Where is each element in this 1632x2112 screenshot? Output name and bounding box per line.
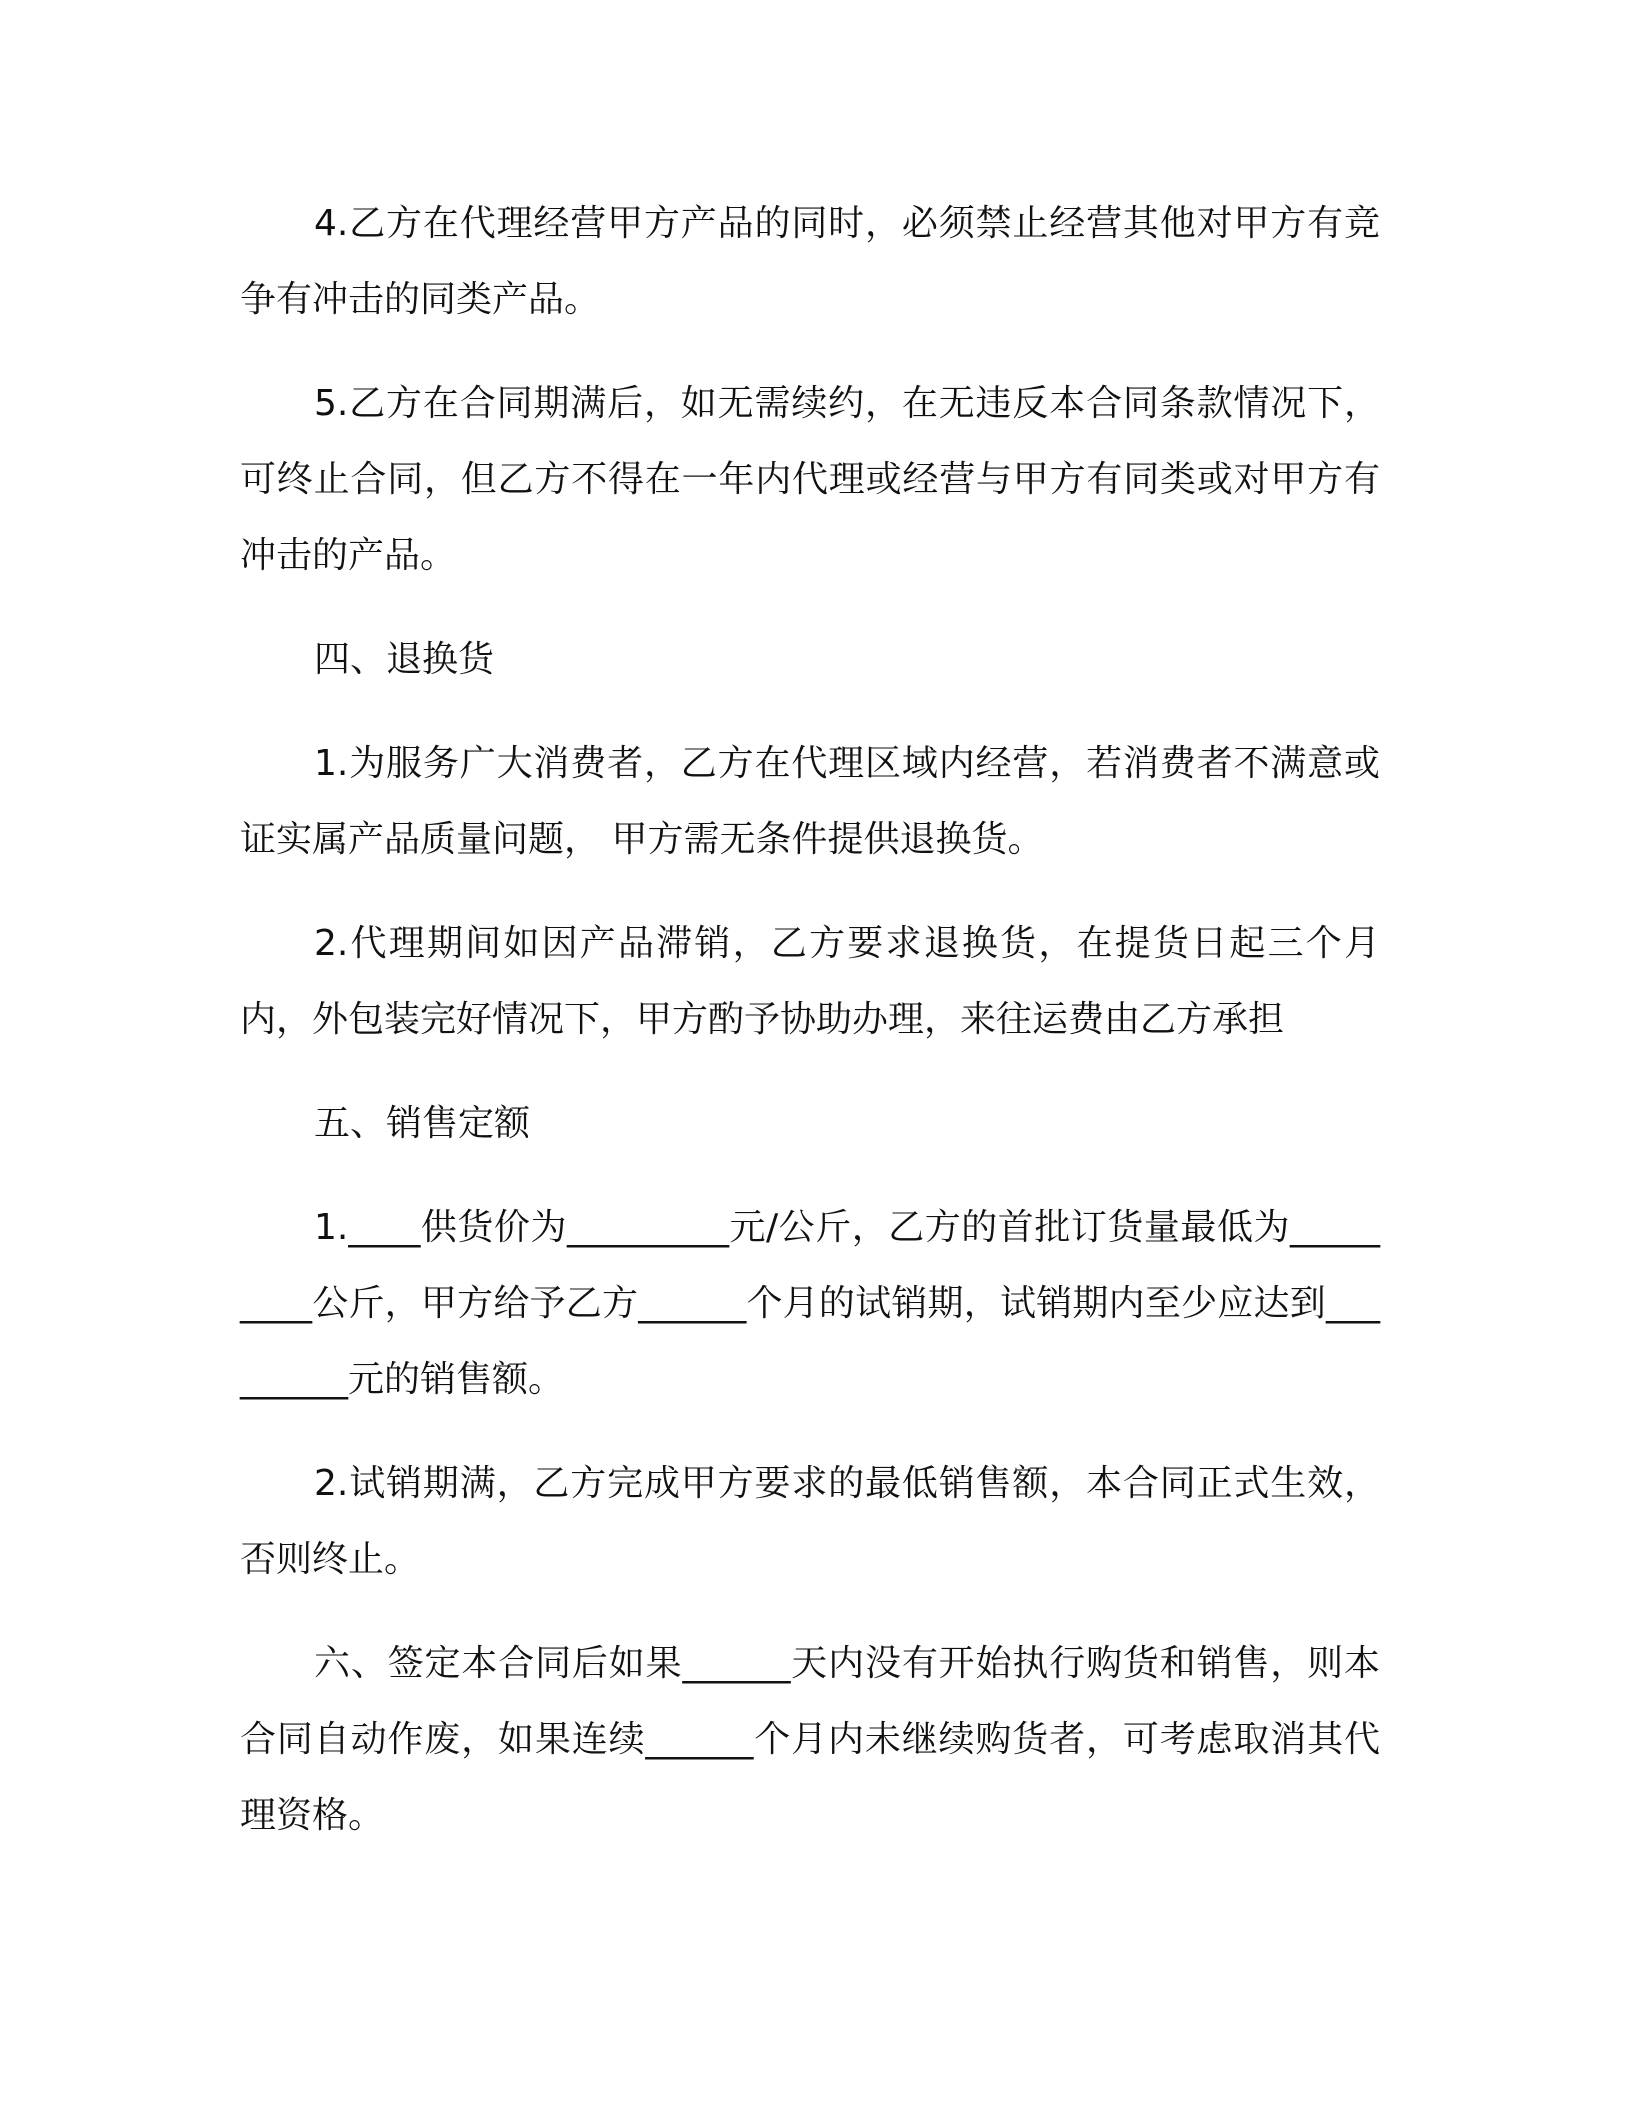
section-heading: 五、销售定额 — [314, 1103, 531, 1144]
clause-paragraph: 六、签定本合同后如果______天内没有开始执行购货和销售，则本合同自动作废，如果连续______个月内未继续购货者，可考虑取消其代理资格。 — [240, 1643, 1380, 1836]
document-body — [240, 186, 1380, 1882]
clause-paragraph: 1.____供货价为_________元/公斤，乙方的首批订货量最低为_________公斤，甲方给予乙方______个月的试销期，试销期内至少应达到_________元的销售额。 — [240, 1207, 1380, 1400]
clause-paragraph: 4.乙方在代理经营甲方产品的同时，必须禁止经营其他对甲方有竞争有冲击的同类产品。 — [240, 203, 1380, 320]
clause-paragraph: 2.代理期间如因产品滞销，乙方要求退换货，在提货日起三个月内，外包装完好情况下，甲方酌予协助办理，来往运费由乙方承担 — [240, 923, 1380, 1040]
clause-paragraph: 5.乙方在合同期满后，如无需续约，在无违反本合同条款情况下，可终止合同，但乙方不得在一年内代理或经营与甲方有同类或对甲方有冲击的产品。 — [240, 383, 1380, 576]
clause-paragraph: 1.为服务广大消费者，乙方在代理区域内经营，若消费者不满意或证实属产品质量问题， 甲方需无条件提供退换货。 — [240, 743, 1380, 860]
section-heading: 四、退换货 — [314, 639, 495, 680]
clause-paragraph: 2.试销期满，乙方完成甲方要求的最低销售额，本合同正式生效，否则终止。 — [240, 1463, 1380, 1580]
